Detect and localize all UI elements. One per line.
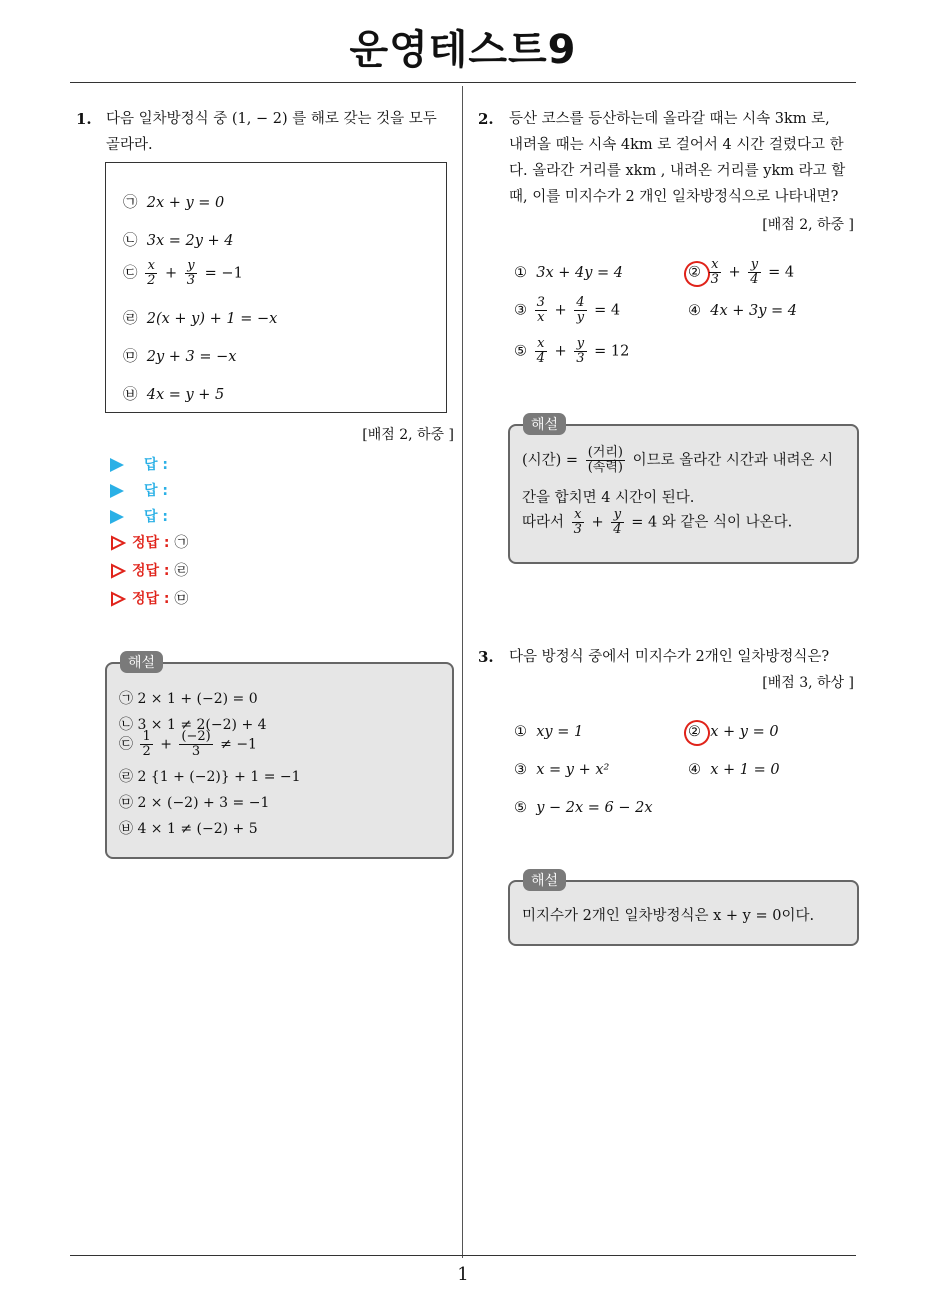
- triangle-outline-icon: [110, 535, 126, 551]
- explanation-line: 미지수가 2개인 일차방정식은 x + y = 0이다.: [522, 908, 815, 924]
- play-icon: [110, 484, 124, 498]
- option-1[interactable]: ① 3x + 4y = 4: [514, 265, 623, 281]
- score-meta: [배점 3, 하상 ]: [762, 675, 854, 691]
- option-5[interactable]: ⑤ $\frac{x}{4}$ + $\frac{y}{3}$ = 12: [514, 336, 630, 366]
- answer-row: 답 :: [110, 506, 168, 526]
- question-stem: [106, 106, 458, 158]
- fraction: $\frac{x}{3}$: [710, 257, 719, 287]
- stem-line: 골라라.: [106, 137, 153, 153]
- triangle-outline-icon: [110, 563, 126, 579]
- footer-rule: [70, 1255, 856, 1256]
- header-rule: [70, 82, 856, 83]
- explanation-line: (시간) = $\frac{\text{(거리)}}{\text{(속력)}}$ 이므로 올라간 시간과 내려온 시: [522, 445, 834, 475]
- explanation-tag: 해설: [523, 869, 566, 891]
- option-2[interactable]: ② x + y = 0: [688, 724, 779, 740]
- explanation-box: [105, 662, 454, 859]
- fraction: $\frac{x}{3}$: [573, 507, 582, 537]
- explanation-line: ㉢ $\frac{1}{2}$ + $\frac{(-2)}{3}$ ≠ −1: [119, 729, 257, 759]
- correct-answer-row: 정답 : ㉤: [110, 588, 188, 608]
- page-number: 1: [457, 1264, 469, 1285]
- explanation-line: ㉡ 3 × 1 ≠ 2(−2) + 4: [119, 717, 267, 733]
- choice-item: ㉠ 2x + y = 0: [123, 195, 225, 211]
- fraction: $\frac{(-2)}{3}$: [181, 729, 211, 759]
- explanation-line: 따라서 $\frac{x}{3}$ + $\frac{y}{4}$ = 4 와 같은 식이 나온다.: [522, 507, 793, 537]
- score-meta: [배점 2, 하중 ]: [762, 217, 854, 233]
- fraction: $\frac{x}{4}$: [536, 336, 545, 366]
- play-icon: [110, 510, 124, 524]
- option-4[interactable]: ④ 4x + 3y = 4: [688, 303, 797, 319]
- question-stem: 다음 방정식 중에서 미지수가 2개인 일차방정식은?: [509, 649, 830, 665]
- fraction: $\frac{y}{3}$: [186, 258, 196, 288]
- explanation-box: [508, 424, 859, 564]
- explanation-line: ㉤ 2 × (−2) + 3 = −1: [119, 795, 270, 811]
- fraction: $\frac{1}{2}$: [142, 729, 151, 759]
- correct-answer-row: 정답 : ㉠: [110, 532, 188, 552]
- option-5[interactable]: ⑤ y − 2x = 6 − 2x: [514, 800, 653, 816]
- option-4[interactable]: ④ x + 1 = 0: [688, 762, 780, 778]
- question-number: 2.: [478, 110, 494, 128]
- choice-item: ㉥ 4x = y + 5: [123, 387, 225, 403]
- correct-answer-row: 정답 : ㉣: [110, 560, 188, 580]
- fraction: $\frac{y}{4}$: [750, 257, 759, 287]
- fraction: $\frac{\text{(거리)}}{\text{(속력)}}$: [587, 445, 623, 475]
- explanation-tag: 해설: [523, 413, 566, 435]
- choices-box: [105, 162, 447, 413]
- explanation-line: ㉥ 4 × 1 ≠ (−2) + 5: [119, 821, 258, 837]
- choice-item: ㉢ $\frac{x}{2}$ + $\frac{y}{3}$ = −1: [123, 258, 243, 288]
- fraction: $\frac{x}{2}$: [147, 258, 156, 288]
- answer-row: 답 :: [110, 454, 168, 474]
- fraction: $\frac{3}{x}$: [536, 295, 545, 325]
- option-1[interactable]: ① xy = 1: [514, 724, 584, 740]
- stem-line: 등산 코스를 등산하는데 올라갈 때는 시속 3km 로,: [509, 111, 830, 127]
- play-icon: [110, 458, 124, 472]
- fraction: $\frac{y}{4}$: [613, 507, 622, 537]
- choice-item: ㉣ 2(x + y) + 1 = −x: [123, 311, 278, 327]
- fraction: $\frac{y}{3}$: [576, 336, 585, 366]
- explanation-line: 간을 합치면 4 시간이 된다.: [522, 490, 695, 506]
- question-number: 3.: [478, 648, 494, 666]
- page-title: 운영테스트9: [349, 27, 577, 73]
- choice-item: ㉡ 3x = 2y + 4: [123, 233, 234, 249]
- option-2[interactable]: ② $\frac{x}{3}$ + $\frac{y}{4}$ = 4: [688, 257, 795, 287]
- answer-row: 답 :: [110, 480, 168, 500]
- explanation-line: ㉣ 2 {1 + (−2)} + 1 = −1: [119, 769, 301, 785]
- stem-line: 다. 올라간 거리를 xkm , 내려온 거리를 ykm 라고 할: [509, 163, 846, 179]
- score-meta: [배점 2, 하중 ]: [362, 427, 454, 443]
- question-number: 1.: [76, 110, 92, 128]
- option-3[interactable]: ③ x = y + x²: [514, 762, 610, 778]
- option-3[interactable]: ③ $\frac{3}{x}$ + $\frac{4}{y}$ = 4: [514, 295, 621, 325]
- triangle-outline-icon: [110, 591, 126, 607]
- stem-line: 다음 일차방정식 중 (1, − 2) 를 해로 갖는 것을 모두: [106, 111, 437, 127]
- fraction: $\frac{4}{y}$: [576, 295, 585, 325]
- question-stem: [509, 106, 861, 210]
- stem-line: 때, 이를 미지수가 2 개인 일차방정식으로 나타내면?: [509, 189, 839, 205]
- stem-line: 내려올 때는 시속 4km 로 걸어서 4 시간 걸렸다고 한: [509, 137, 844, 153]
- explanation-tag: 해설: [120, 651, 163, 673]
- column-divider: [462, 86, 463, 1258]
- explanation-line: ㉠ 2 × 1 + (−2) = 0: [119, 691, 258, 707]
- choice-item: ㉤ 2y + 3 = −x: [123, 349, 237, 365]
